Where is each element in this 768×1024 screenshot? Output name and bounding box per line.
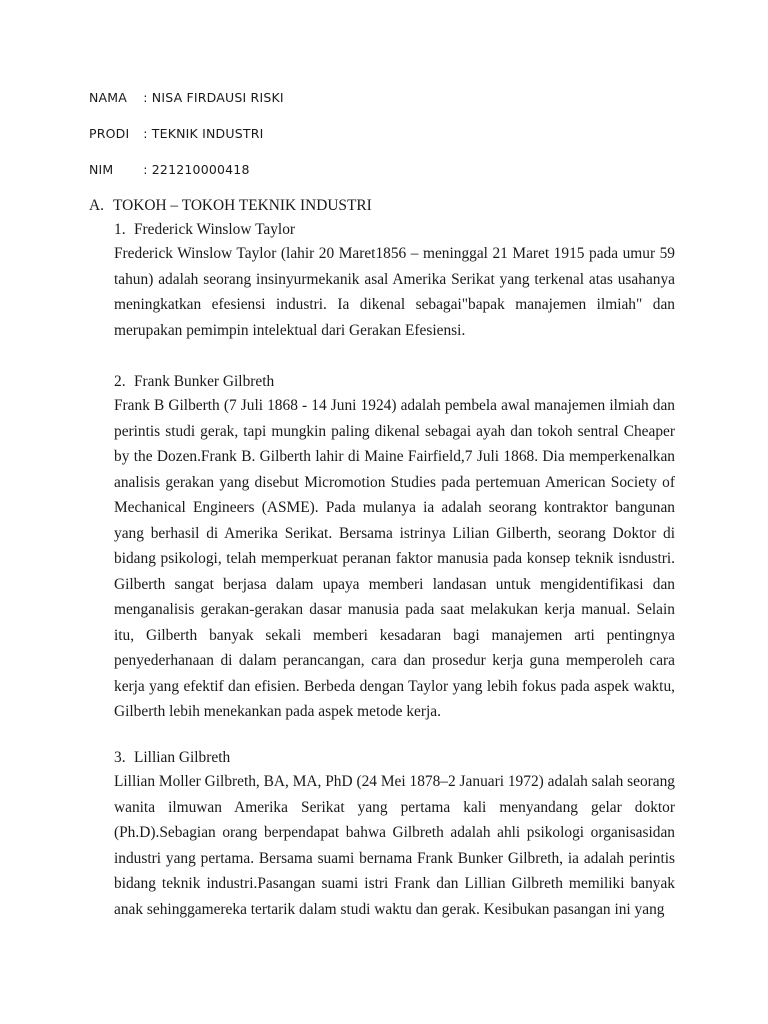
name-label: NAMA	[89, 90, 128, 105]
item-title-text: Frank Bunker Gilbreth	[134, 373, 275, 390]
paragraph-lillian-gilbreth: Lillian Moller Gilbreth, BA, MA, PhD (24 Mei 1878–2 Januari 1972) adalah salah seorang wanita ilmuwan Amerika Serikat yang pertama kali menyandang gelar doktor (Ph.D).Sebagian orang berpendapat bahwa Gilbreth adalah ahli psikologi organisasidan industri yang pertama. Bersama suami bernama Frank Bunker Gilbreth, ia adalah perintis bidang teknik industri.Pasangan suami istri Frank dan Lillian Gilbreth memiliki banyak anak sehinggamereka tertarik dalam studi waktu dan gerak. Kesibukan pasangan ini yang	[114, 773, 675, 918]
item-number: 1.	[114, 221, 126, 238]
item-title-text: Lillian Gilbreth	[134, 749, 231, 766]
item-title-taylor	[114, 221, 295, 239]
item-title-text: Frederick Winslow Taylor	[134, 221, 296, 238]
student-id-value: : 221210000418	[143, 162, 250, 177]
program-value: : TEKNIK INDUSTRI	[143, 126, 264, 141]
name-line	[89, 90, 284, 105]
section-marker: A.	[89, 197, 104, 214]
name-value: : NISA FIRDAUSI RISKI	[143, 90, 284, 105]
program-line	[89, 126, 263, 141]
item-title-frank-gilbreth	[114, 373, 274, 391]
paragraph-taylor: Frederick Winslow Taylor (lahir 20 Maret1856 – meninggal 21 Maret 1915 pada umur 59 tahun) adalah seorang insinyurmekanik asal Amerika Serikat yang terkenal atas usahanya meningkatkan efesiensi industri. Ia dikenal sebagai"bapak manajemen ilmiah" dan merupakan pemimpin intelektual dari Gerakan Efesiensi.	[114, 245, 675, 339]
program-label: PRODI	[89, 126, 130, 141]
student-id-label: NIM	[89, 162, 114, 177]
section-title: TOKOH – TOKOH TEKNIK INDUSTRI	[113, 197, 372, 214]
student-id-line	[89, 162, 250, 177]
section-heading	[89, 197, 372, 215]
item-title-lillian-gilbreth	[114, 749, 230, 767]
paragraph-frank-gilbreth: Frank B Gilberth (7 Juli 1868 - 14 Juni 1924) adalah pembela awal manajemen ilmiah dan perintis studi gerak, tapi mungkin paling dikenal sebagai ayah dan tokoh sentral Cheaper by the Dozen.Frank B. Gilberth lahir di Maine Fairfield,7 Juli 1868. Dia memperkenalkan analisis gerakan yang disebut Micromotion Studies pada pertemuan American Society of Mechanical Engineers (ASME). Pada mulanya ia adalah seorang kontraktor bangunan yang berhasil di Amerika Serikat. Bersama istrinya Lilian Gilberth, seorang Doktor di bidang psikologi, telah memperkuat peranan faktor manusia pada konsep teknik isndustri. Gilberth sangat berjasa dalam upaya memberi landasan untuk mengidentifikasi dan menganalisis gerakan-gerakan dasar manusia pada saat melakukan kerja manual. Selain itu, Gilberth banyak sekali memberi kesadaran bagi manajemen arti pentingnya penyederhanaan di dalam perancangan, cara dan prosedur kerja guna memperoleh cara kerja yang efektif dan efisien. Berbeda dengan Taylor yang lebih fokus pada aspek waktu, Gilberth lebih menekankan pada aspek metode kerja.	[114, 397, 675, 720]
item-number: 3.	[114, 749, 126, 766]
item-number: 2.	[114, 373, 126, 390]
